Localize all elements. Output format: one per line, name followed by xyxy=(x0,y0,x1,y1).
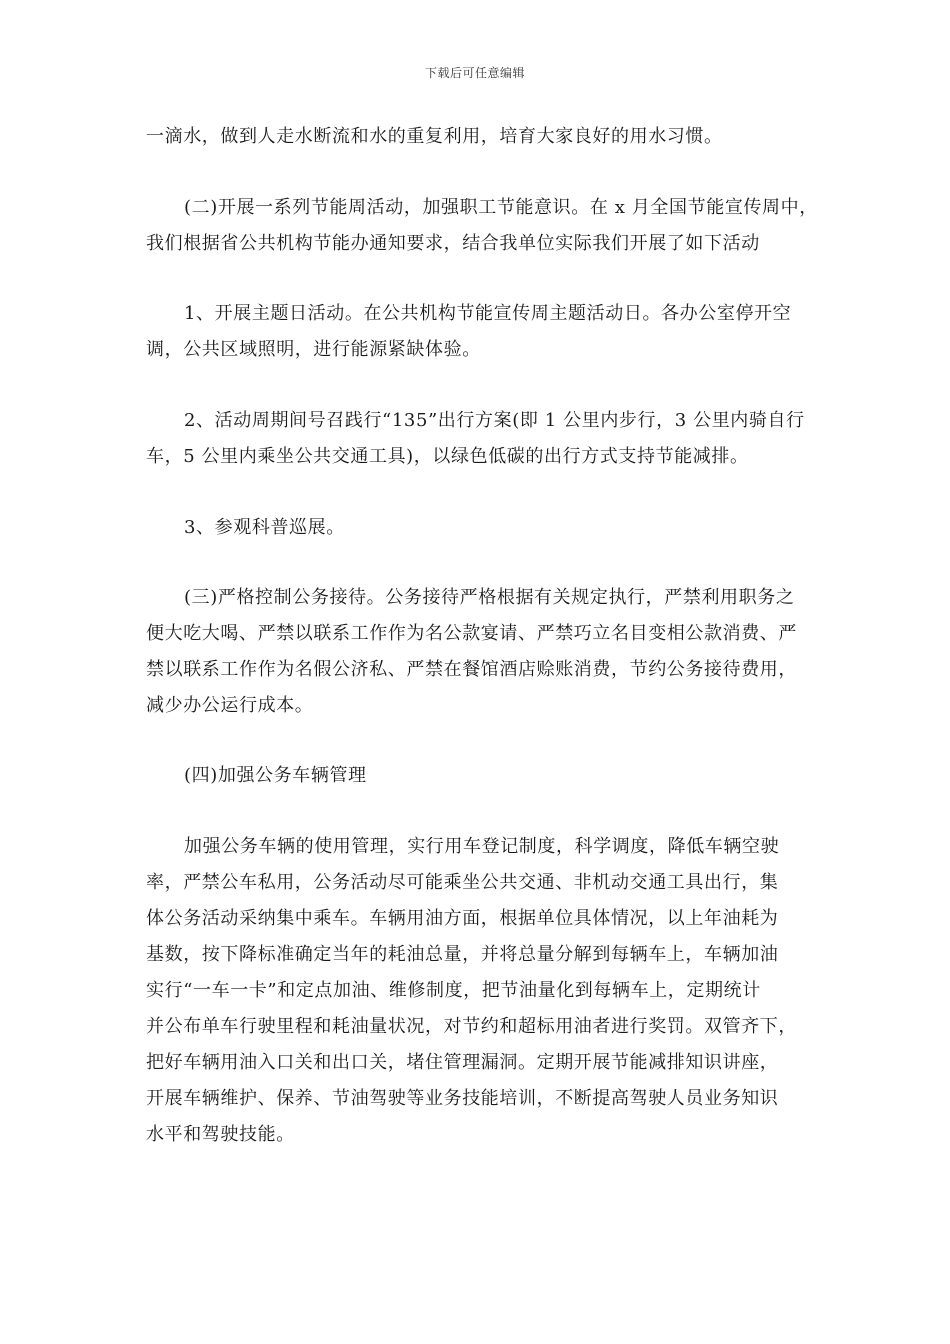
paragraph-line: 开展车辆维护、保养、节油驾驶等业务技能培训，不断提高驾驶人员业务知识 xyxy=(146,1088,779,1109)
paragraph-line: (三)严格控制公务接待。公务接待严格根据有关规定执行，严禁利用职务之 xyxy=(184,587,795,608)
paragraph-line: 便大吃大喝、严禁以联系工作作为名公款宴请、严禁巧立名目变相公款消费、严 xyxy=(146,623,797,644)
paragraph-line: (二)开展一系列节能周活动，加强职工节能意识。在 x 月全国节能宣传周中， xyxy=(184,197,818,218)
page-header: 下载后可任意编辑 xyxy=(424,66,525,80)
paragraph-line: 3、参观科普巡展。 xyxy=(184,517,345,538)
paragraph-line: 体公务活动采纳集中乘车。车辆用油方面，根据单位具体情况，以上年油耗为 xyxy=(146,908,779,929)
paragraph-line: 水平和驾驶技能。 xyxy=(146,1124,295,1145)
paragraph-line: 率，严禁公车私用，公务活动尽可能乘坐公共交通、非机动交通工具出行，集 xyxy=(146,872,779,893)
paragraph-line: 并公布单车行驶里程和耗油量状况，对节约和超标用油者进行奖罚。双管齐下， xyxy=(146,1016,797,1037)
paragraph-line: 调，公共区域照明，进行能源紧缺体验。 xyxy=(146,339,481,360)
paragraph-line: (四)加强公务车辆管理 xyxy=(184,765,367,786)
paragraph-line: 一滴水，做到人走水断流和水的重复利用，培育大家良好的用水习惯。 xyxy=(146,126,723,147)
paragraph-line: 车，5 公里内乘坐公共交通工具)，以绿色低碳的出行方式支持节能减排。 xyxy=(146,446,749,467)
paragraph-line: 实行“一车一卡”和定点加油、维修制度，把节油量化到每辆车上，定期统计 xyxy=(146,980,761,1001)
paragraph-line: 加强公务车辆的使用管理，实行用车登记制度，科学调度，降低车辆空驶 xyxy=(184,836,780,857)
paragraph-line: 1、开展主题日活动。在公共机构节能宣传周主题活动日。各办公室停开空 xyxy=(184,303,792,324)
paragraph-line: 禁以联系工作作为名假公济私、严禁在餐馆酒店赊账消费，节约公务接待费用， xyxy=(146,659,797,680)
paragraph-line: 我们根据省公共机构节能办通知要求，结合我单位实际我们开展了如下活动 xyxy=(146,233,760,254)
paragraph-line: 减少办公运行成本。 xyxy=(146,695,314,716)
paragraph-line: 2、活动周期间号召践行“135”出行方案(即 1 公里内步行，3 公里内骑自行 xyxy=(184,410,805,431)
paragraph-line: 基数，按下降标准确定当年的耗油总量，并将总量分解到每辆车上，车辆加油 xyxy=(146,944,779,965)
paragraph-line: 把好车辆用油入口关和出口关，堵住管理漏洞。定期开展节能减排知识讲座， xyxy=(146,1052,779,1073)
